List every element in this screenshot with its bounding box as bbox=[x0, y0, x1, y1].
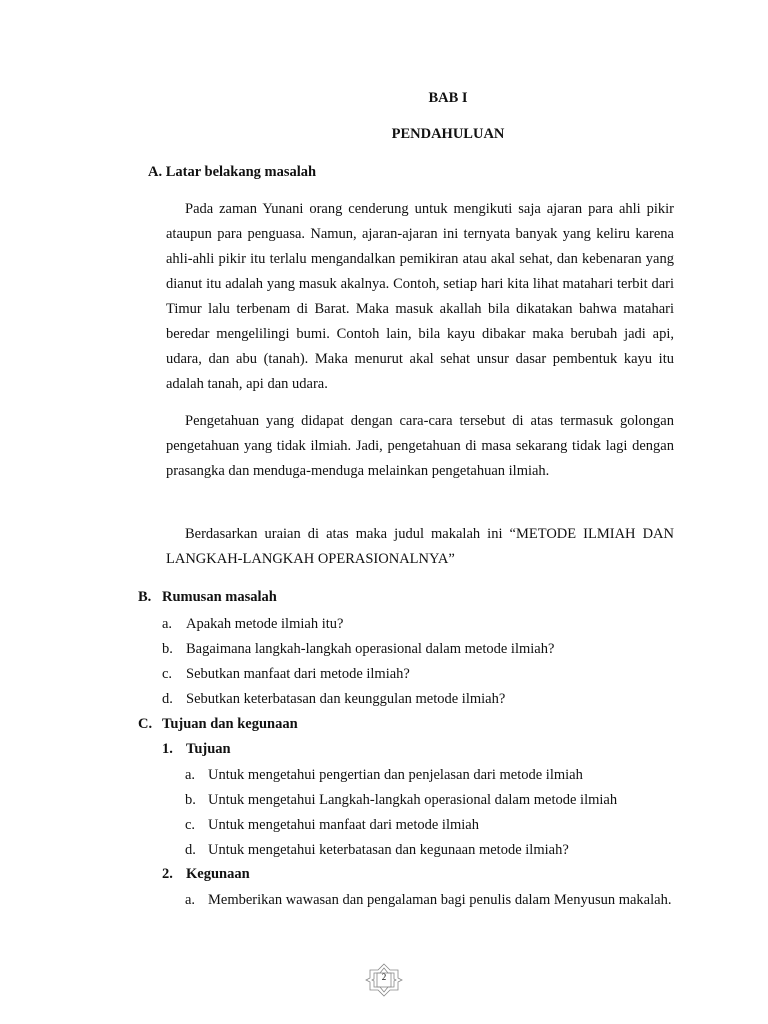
subsection-1-marker: 1. bbox=[162, 741, 173, 757]
chapter-label: BAB I bbox=[428, 90, 468, 106]
document-page: BAB I PENDAHULUAN A. Latar belakang masalah Pada zaman Yunani orang cenderung untuk mengikuti saja ajaran para ahli pikir ataupun para penguasa. Namun, ajaran-ajaran ini ternyata banyak yang keliru karena ahli-ahli pikir itu terlalu mengandalkan pemikiran atau akal sehat, dan kebenaran yang dianut itu adalah yang masuk akalnya. Contoh, setiap hari kita lihat matahari terbit dari Timur lalu terbenam di Barat. Maka masuk akallah bila dikatakan bahwa matahari beredar mengelilingi bumi. Contoh lain, bila kayu dibakar maka berubah jadi api, udara, dan abu (tanah). Maka menurut akal sehat unsur dasar pembentuk kayu itu adalah tanah, api dan udara. Pengetahuan yang didapat dengan cara-cara tersebut di atas termasuk golongan pengetahuan yang tidak ilmiah. Jadi, pengetahuan di masa sekarang tidak lagi dengan prasangka dan menduga-menduga melainkan pengetahuan ilmiah. Berdasarkan uraian di atas maka judul makalah ini “METODE ILMIAH DAN LANGKAH-LANGKAH OPERASIONALNYA” B. Rumusan masalah a. Apakah metode ilmiah itu? b. Bagaimana langkah-langkah operasional dalam metode ilmiah? c. Sebutkan manfaat dari metode ilmiah? d. Sebutkan keterbatasan dan keunggulan metode ilmiah? C. Tujuan dan kegunaan 1. Tujuan a. Untuk mengetahui pengertian dan penjelasan dari metode ilmiah b. Untuk mengetahui Langkah-langkah operasional dalam metode ilmiah c. Untuk mengetahui manfaat dari metode ilmiah d. Untuk mengetahui keterbatasan dan kegunaan metode ilmiah? 2. Kegunaan a. Memberikan wawasan dan pengalaman bagi penulis dalam Menyusun makalah. 2 bbox=[0, 0, 768, 1024]
subsection-2-marker: 2. bbox=[162, 866, 173, 882]
section-a-heading: A. Latar belakang masalah bbox=[148, 164, 317, 180]
page-number-ornament bbox=[364, 962, 404, 998]
subsection-2-heading: Kegunaan bbox=[186, 866, 250, 882]
page-title: PENDAHULUAN bbox=[391, 126, 505, 142]
paragraph-2: Pengetahuan yang didapat dengan cara-cara tersebut di atas termasuk golongan pengetahuan yang tidak ilmiah. Jadi, pengetahuan di masa sekarang tidak lagi dengan prasangka dan menduga-menduga melainkan pengetahuan ilmiah. bbox=[166, 413, 674, 479]
paragraph-3: Berdasarkan uraian di atas maka judul makalah ini “METODE ILMIAH DAN LANGKAH-LANGKAH OPERASIONALNYA” bbox=[166, 526, 674, 567]
section-c-marker: C. bbox=[138, 716, 153, 732]
section-b-marker: B. bbox=[138, 589, 152, 605]
paragraph-1: Pada zaman Yunani orang cenderung untuk mengikuti saja ajaran para ahli pikir ataupun para penguasa. Namun, ajaran-ajaran ini ternyata banyak yang keliru karena ahli-ahli pikir itu terlalu mengandalkan pemikiran atau akal sehat, dan kebenaran yang dianut itu adalah yang masuk akalnya. Contoh, setiap hari kita lihat matahari terbit dari Timur lalu terbenam di Barat. Maka masuk akallah bila dikatakan bahwa matahari beredar mengelilingi bumi. Contoh lain, bila kayu dibakar maka berubah jadi api, udara, dan abu (tanah). Maka menurut akal sehat unsur dasar pembentuk kayu itu adalah tanah, api dan udara. bbox=[166, 201, 674, 392]
section-c-heading: Tujuan dan kegunaan bbox=[162, 716, 298, 732]
section-b-heading: Rumusan masalah bbox=[162, 589, 277, 605]
subsection-1-heading: Tujuan bbox=[186, 741, 231, 757]
page-number: 2 bbox=[381, 972, 387, 982]
list-item-text: Memberikan wawasan dan pengalaman bagi penulis dalam Menyusun makalah. bbox=[208, 892, 672, 908]
